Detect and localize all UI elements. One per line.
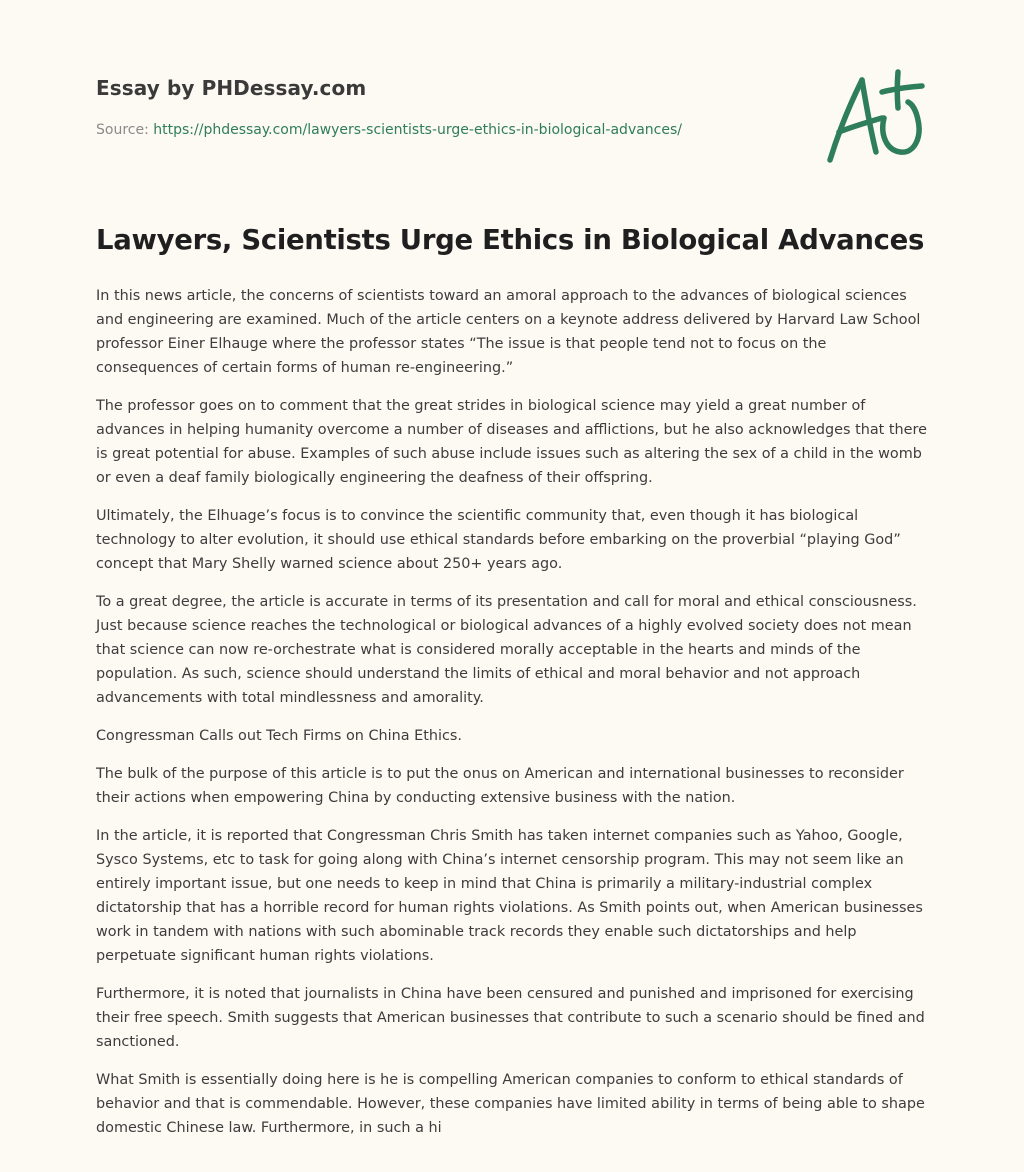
essay-paragraph: What Smith is essentially doing here is he is compelling American companies to conform to ethical standards of behavior and that is commendable. However, these companies have limited ability in terms of being able to shape domestic Chinese law. Furthermore, in such a hi bbox=[96, 1072, 925, 1136]
essay-body bbox=[96, 224, 932, 1154]
a-plus-grade-icon bbox=[822, 68, 926, 166]
essay-paragraph: To a great degree, the article is accurate in terms of its presentation and call for moral and ethical consciousness. Just because science reaches the technological or biological advances of a highly evolved society does not mean that science can now re-orchestrate what is considered morally acceptable in the hearts and minds of the population. As such, science should understand the limits of ethical and moral behavior and not approach advancements with total mindlessness and amorality. bbox=[96, 594, 917, 706]
site-title: Essay by PHDessay.com bbox=[96, 76, 367, 100]
essay-paragraph: Ultimately, the Elhuage’s focus is to convince the scientific community that, even though it has biological technology to alter evolution, it should use ethical standards before embarking on the proverbial “playing God” concept that Mary Shelly warned science about 250+ years ago. bbox=[96, 508, 901, 572]
essay-header bbox=[96, 76, 796, 138]
source-line bbox=[96, 122, 796, 138]
essay-paragraph: Furthermore, it is noted that journalists in China have been censured and punished and imprisoned for exercising their free speech. Smith suggests that American businesses that contribute to such a scenario should be fined and sanctioned. bbox=[96, 986, 925, 1050]
essay-paragraph: The bulk of the purpose of this article is to put the onus on American and international businesses to reconsider their actions when empowering China by conducting extensive business with the nation. bbox=[96, 766, 904, 806]
essay-subheading: Congressman Calls out Tech Firms on China Ethics. bbox=[96, 728, 462, 744]
source-link[interactable]: https://phdessay.com/lawyers-scientists-urge-ethics-in-biological-advances/ bbox=[153, 122, 682, 138]
essay-paragraph: In this news article, the concerns of scientists toward an amoral approach to the advances of biological sciences and engineering are examined. Much of the article centers on a keynote address delivered by Harvard Law School professor Einer Elhauge where the professor states “The issue is that people tend not to focus on the consequences of certain forms of human re-engineering.” bbox=[96, 288, 921, 376]
essay-paragraph: The professor goes on to comment that the great strides in biological science may yield a great number of advances in helping humanity overcome a number of diseases and afflictions, but he also acknowledges that there is great potential for abuse. Examples of such abuse include issues such as altering the sex of a child in the womb or even a deaf family biologically engineering the deafness of their offspring. bbox=[96, 398, 927, 486]
source-label: Source: bbox=[96, 122, 154, 138]
essay-paragraph: In the article, it is reported that Congressman Chris Smith has taken internet companies such as Yahoo, Google, Sysco Systems, etc to task for going along with China’s internet censorship program. This may not seem like an entirely important issue, but one needs to keep in mind that China is primarily a military-industrial complex dictatorship that has a horrible record for human rights violations. As Smith points out, when American businesses work in tandem with nations with such abominable track records they enable such dictatorships and help perpetuate significant human rights violations. bbox=[96, 828, 923, 964]
essay-title: Lawyers, Scientists Urge Ethics in Biological Advances bbox=[96, 224, 925, 256]
